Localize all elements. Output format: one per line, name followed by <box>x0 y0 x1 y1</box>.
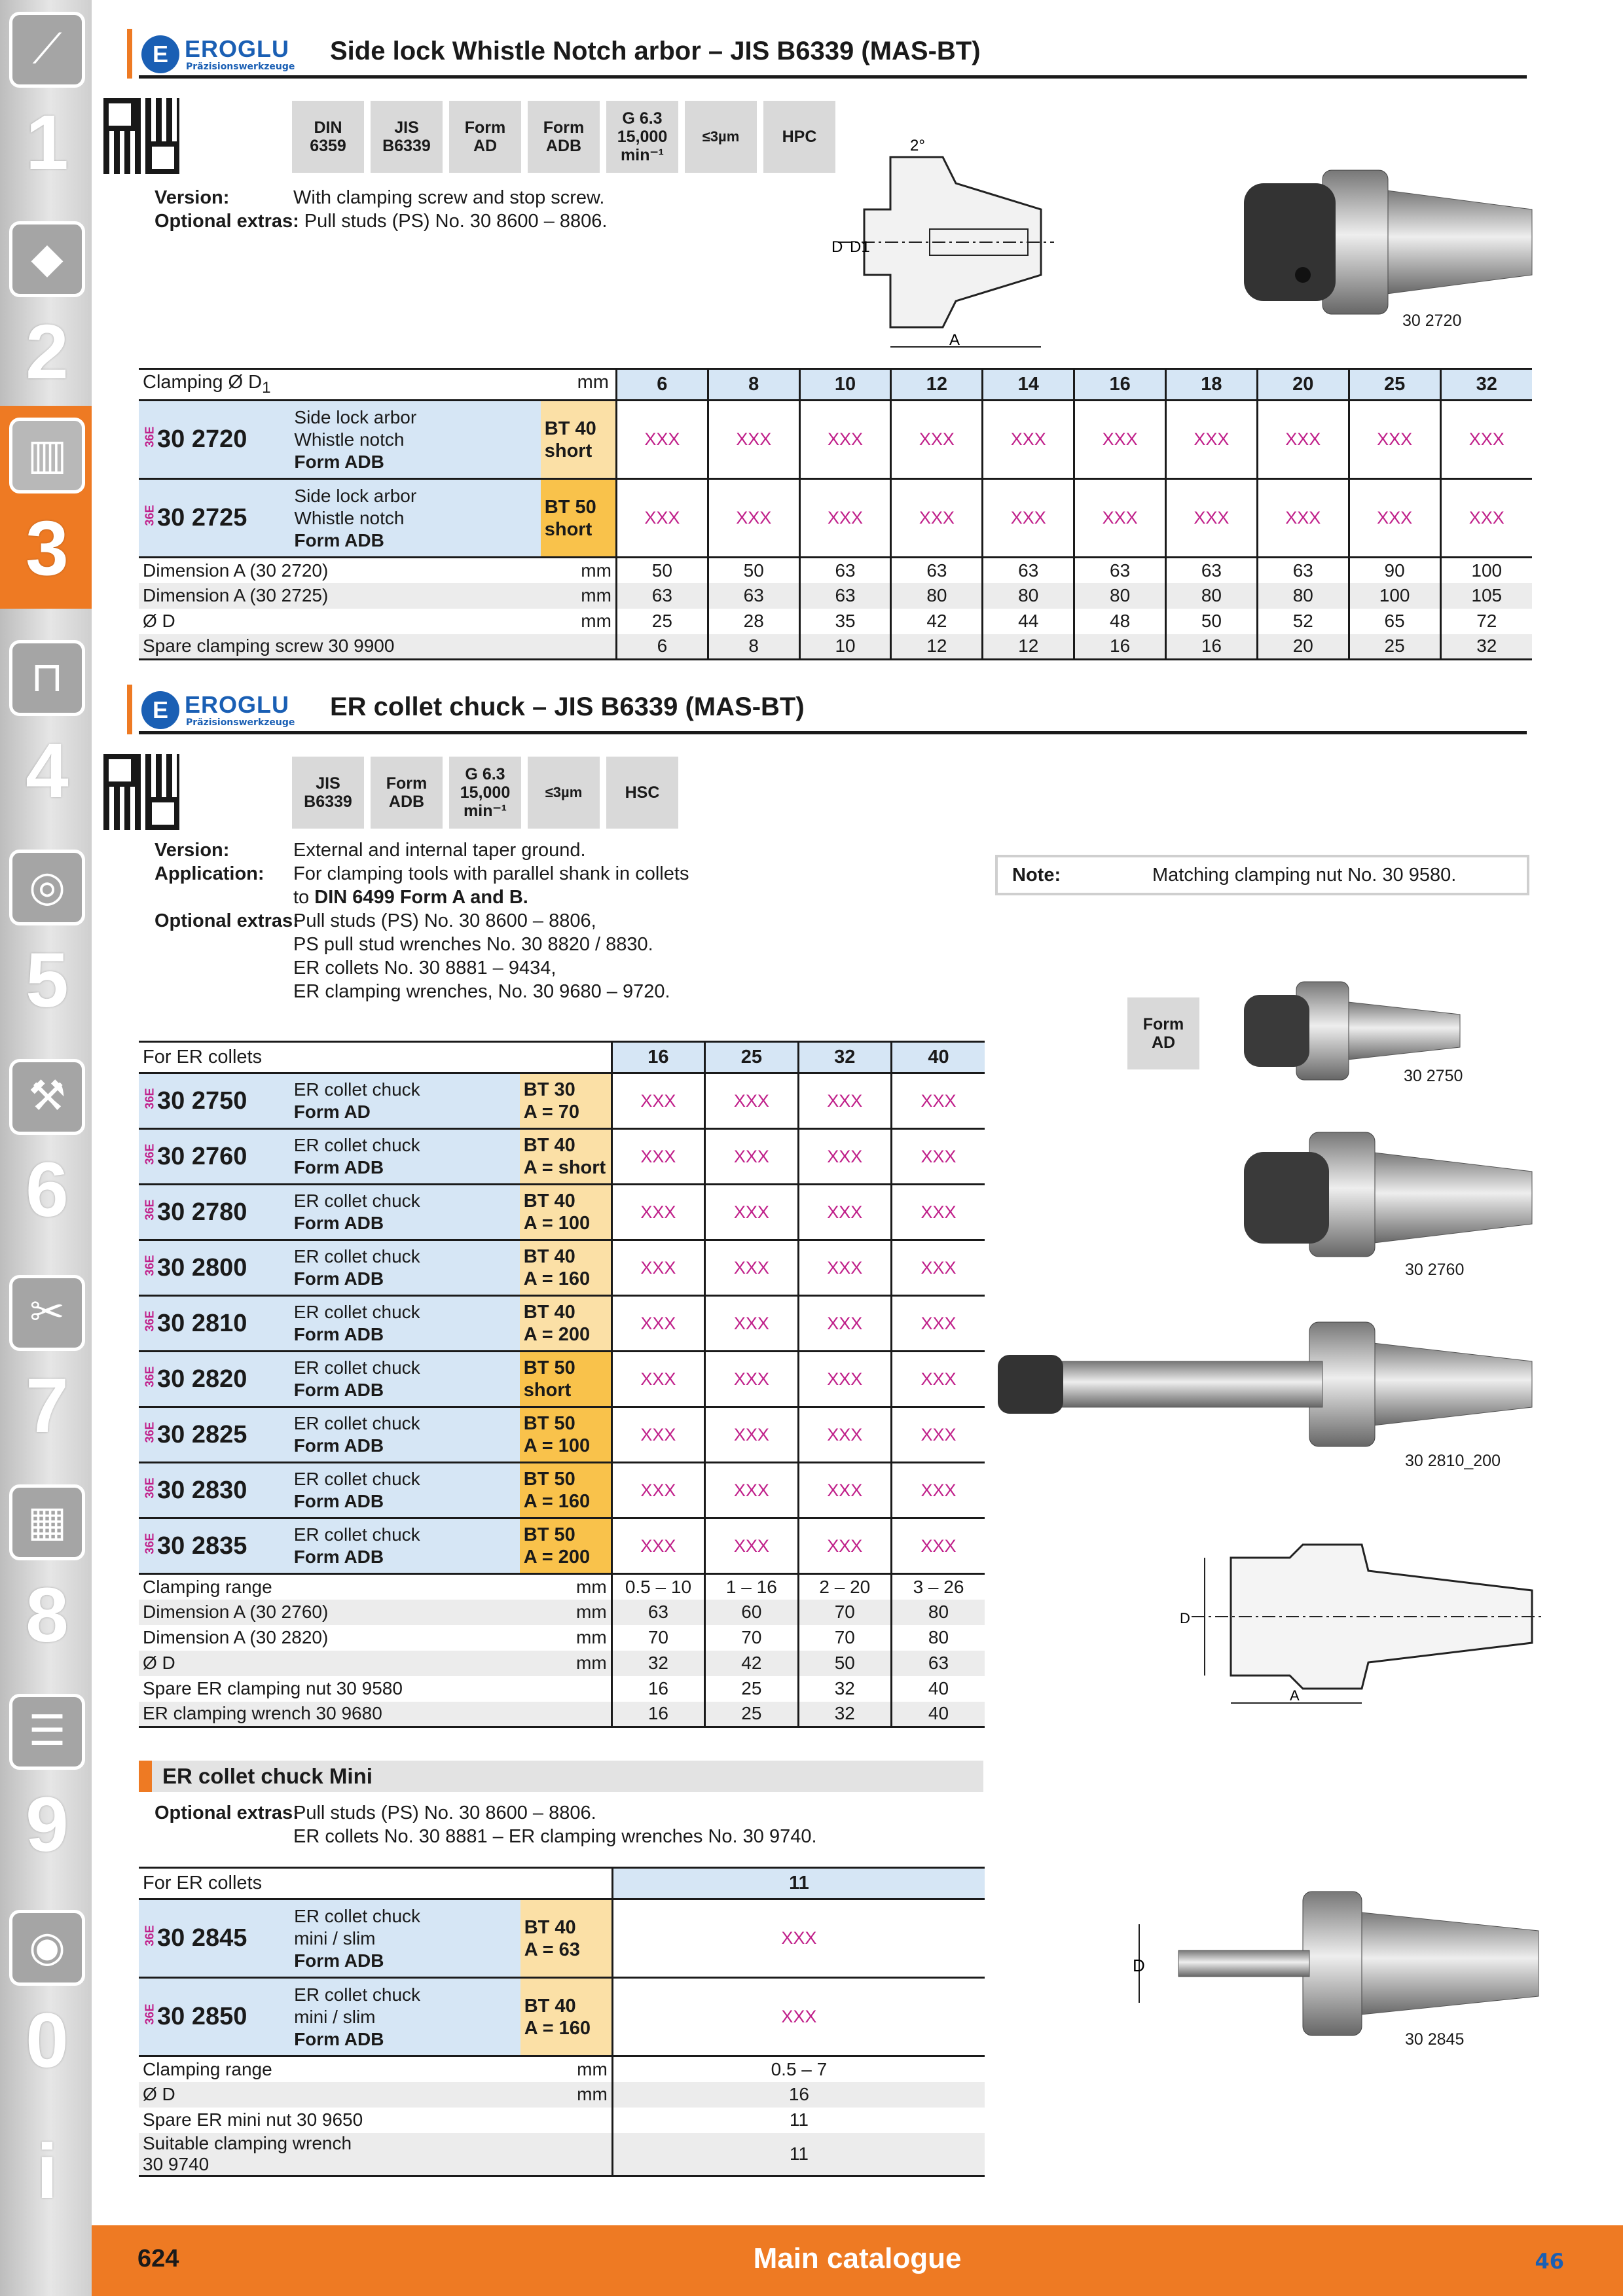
svg-text:D: D <box>831 238 843 256</box>
svg-text:A: A <box>949 331 960 349</box>
dimension-row: Suitable clamping wrench 30 9740 11 <box>139 2133 985 2176</box>
svg-text:D: D <box>1133 1956 1145 1975</box>
svg-text:A: A <box>1290 1687 1300 1704</box>
section-title: ER collet chuck – JIS B6339 (MAS-BT) <box>330 692 805 721</box>
drill-icon: ⟋ <box>9 12 85 88</box>
price-cell: XXX <box>705 1185 798 1240</box>
qr-code-icon[interactable] <box>103 98 179 174</box>
price-cell: XXX <box>892 1463 985 1518</box>
price-cell: XXX <box>1166 401 1258 479</box>
price-cell: XXX <box>705 1407 798 1463</box>
saw-blade-icon: ◎ <box>9 850 85 925</box>
spec-badge: DIN 6359 <box>292 101 364 173</box>
er-chuck-mini-photo <box>1113 1885 1545 2042</box>
form-ad-badge: Form AD <box>1127 997 1199 1069</box>
price-cell: XXX <box>616 401 708 479</box>
chapter-number: 9 <box>26 1782 69 1868</box>
price-cell: XXX <box>798 1240 891 1296</box>
price-cell: XXX <box>798 1407 891 1463</box>
article-number: 36E30 2750 <box>139 1073 290 1129</box>
dimension-row: ER clamping wrench 30 9680 16 25 32 40 <box>139 1702 985 1727</box>
price-cell: XXX <box>798 1129 891 1185</box>
price-cell: XXX <box>1074 479 1166 558</box>
er-chuck-mini-header: ER collet chuck Mini <box>139 1761 983 1792</box>
er-chuck-technical-drawing <box>1165 1532 1545 1715</box>
er-collet-chuck-table <box>139 1041 985 1728</box>
page-footer <box>92 2225 1623 2296</box>
table-row: 36E30 2800 ER collet chuck Form ADB BT 40 A = 160 XXX XXX XXX XXX <box>139 1240 985 1296</box>
price-cell: XXX <box>1440 479 1532 558</box>
chapter-number: 3 <box>26 505 69 592</box>
er-chuck-mini-table <box>139 1867 985 2177</box>
dimension-row: Clamping range mm 0.5 – 7 <box>139 2056 985 2082</box>
article-number: 36E30 2835 <box>139 1518 290 1574</box>
price-cell: XXX <box>1440 401 1532 479</box>
page-number: 624 <box>137 2245 179 2272</box>
article-number: 36E30 2810 <box>139 1296 290 1352</box>
spec-badge: HSC <box>606 757 678 829</box>
price-cell: XXX <box>705 1352 798 1407</box>
price-cell: XXX <box>611 1518 704 1574</box>
price-cell: XXX <box>798 1518 891 1574</box>
price-cell: XXX <box>611 1352 704 1407</box>
photo-caption: 30 2845 <box>1405 2030 1465 2049</box>
footer-title: Main catalogue <box>753 2242 962 2274</box>
article-number: 36E30 2780 <box>139 1185 290 1240</box>
size-header: 11 <box>612 1868 985 1899</box>
price-cell: XXX <box>705 1463 798 1518</box>
table-row: 36E30 2810 ER collet chuck Form ADB BT 40 A = 200 XXX XXX XXX XXX <box>139 1296 985 1352</box>
footer-right-number: 46 <box>1535 2249 1564 2274</box>
chapter-number: 8 <box>26 1572 69 1659</box>
chapter-tab-0[interactable] <box>0 1898 92 2101</box>
price-cell: XXX <box>616 479 708 558</box>
chapter-tab-5[interactable] <box>0 838 92 1041</box>
note-box: Note: Matching clamping nut No. 30 9580. <box>995 855 1529 895</box>
dimension-row: Clamping range mm 0.5 – 10 1 – 16 2 – 20 3 – 26 <box>139 1574 985 1600</box>
spec-badge: Form ADB <box>528 101 600 173</box>
price-cell: XXX <box>708 401 799 479</box>
chapter-number: 6 <box>26 1147 69 1233</box>
article-number: 36E30 2850 <box>139 1978 290 2056</box>
price-cell: XXX <box>611 1296 704 1352</box>
dimension-row: Spare clamping screw 30 9900 6 8 10 12 12 16 16 20 25 32 <box>139 634 1532 660</box>
dimension-row: Ø D mm 32 42 50 63 <box>139 1651 985 1676</box>
size-header: 14 <box>983 369 1074 401</box>
pliers-icon: ✂ <box>9 1275 85 1351</box>
price-cell: XXX <box>705 1240 798 1296</box>
article-number: 36E30 2825 <box>139 1407 290 1463</box>
dimension-row: Ø D mm 25 28 35 42 44 48 50 52 65 72 <box>139 609 1532 634</box>
spec-badge: G 6.3 15,000 min⁻¹ <box>606 101 678 173</box>
section-header-er-chuck <box>139 685 1527 734</box>
chapter-tab-1[interactable] <box>0 0 92 203</box>
size-header: 10 <box>799 369 891 401</box>
chapter-tab-2[interactable] <box>0 209 92 412</box>
eroglu-logo: E EROGLU Präzisionswerkzeuge <box>141 35 312 73</box>
price-cell: XXX <box>798 1296 891 1352</box>
price-cell: XXX <box>705 1518 798 1574</box>
size-header: 18 <box>1166 369 1258 401</box>
price-cell: XXX <box>892 1518 985 1574</box>
size-header: 8 <box>708 369 799 401</box>
photo-caption: 30 2720 <box>1402 312 1462 330</box>
eroglu-logo: E EROGLU Präzisionswerkzeuge <box>141 691 312 729</box>
dimension-row: Dimension A (30 2720) mm 50 50 63 63 63 63 63 63 90 100 <box>139 558 1532 583</box>
spec-badge: JIS B6339 <box>371 101 443 173</box>
price-cell: XXX <box>1257 479 1349 558</box>
side-lock-arbor-photo <box>1231 164 1545 321</box>
safety-icon: ◉ <box>9 1910 85 1986</box>
toolholder-icon: ▥ <box>9 418 85 493</box>
size-header: 32 <box>798 1042 891 1073</box>
dimension-row: Spare ER mini nut 30 9650 11 <box>139 2108 985 2133</box>
photo-caption: 30 2750 <box>1404 1067 1463 1085</box>
price-cell: XXX <box>612 1899 985 1978</box>
section2-info: Version: External and internal taper ground. Application: For clamping tools with parallel shank in collets to DIN 6499 Form A and B. Optional extras: Pull studs (PS) No. 30 8600 – 8806, PS pull stud wrenches No. 30 8820 / 8830. ER collets No. 30 8881 – 9434, ER clamping wrenches, No. 30 9680 – 9720. <box>155 840 689 1002</box>
price-cell: XXX <box>799 479 891 558</box>
photo-caption: 30 2760 <box>1405 1261 1465 1279</box>
section-title: Side lock Whistle Notch arbor – JIS B6339 (MAS-BT) <box>330 37 981 65</box>
price-cell: XXX <box>799 401 891 479</box>
price-cell: XXX <box>798 1073 891 1129</box>
section-header-side-lock <box>139 29 1527 79</box>
cabinet-icon: ☰ <box>9 1694 85 1770</box>
size-header: 25 <box>705 1042 798 1073</box>
chapter-number: 5 <box>26 937 69 1024</box>
price-cell: XXX <box>1166 479 1258 558</box>
table-row: 36E30 2780 ER collet chuck Form ADB BT 40 A = 100 XXX XXX XXX XXX <box>139 1185 985 1240</box>
price-cell: XXX <box>705 1129 798 1185</box>
price-cell: XXX <box>798 1463 891 1518</box>
price-cell: XXX <box>891 401 983 479</box>
qr-code-icon[interactable] <box>103 754 179 830</box>
chapter-number: i <box>36 2128 58 2215</box>
size-header: 25 <box>1349 369 1440 401</box>
size-header: 12 <box>891 369 983 401</box>
spec-badge: ≤3µm <box>685 101 757 173</box>
price-cell: XXX <box>1349 479 1440 558</box>
spec-badge: JIS B6339 <box>292 757 364 829</box>
article-number: 36E30 2800 <box>139 1240 290 1296</box>
table-row: 36E30 2835 ER collet chuck Form ADB BT 50 A = 200 XXX XXX XXX XXX <box>139 1518 985 1574</box>
dimension-row: Dimension A (30 2820) mm 70 70 70 80 <box>139 1625 985 1651</box>
price-cell: XXX <box>705 1073 798 1129</box>
table-row: 36E30 2825 ER collet chuck Form ADB BT 50 A = 100 XXX XXX XXX XXX <box>139 1407 985 1463</box>
table-row: 36E30 2845 ER collet chuck mini / slim Form ADB BT 40 A = 63 XXX <box>139 1899 985 1978</box>
side-lock-table <box>139 368 1532 660</box>
article-number: 36E30 2725 <box>139 479 290 558</box>
section3-info: Optional extras: Pull studs (PS) No. 30 8600 – 8806. ER collets No. 30 8881 – ER clamping wrenches No. 30 9740. <box>155 1803 817 1847</box>
dimension-row: Ø D mm 16 <box>139 2082 985 2108</box>
chapter-number: 0 <box>26 1998 69 2084</box>
article-number: 36E30 2760 <box>139 1129 290 1185</box>
chapter-sidebar <box>0 0 92 2296</box>
price-cell: XXX <box>611 1185 704 1240</box>
dimension-row: Spare ER clamping nut 30 9580 16 25 32 40 <box>139 1676 985 1702</box>
photo-caption: 30 2810_200 <box>1405 1452 1501 1470</box>
price-cell: XXX <box>705 1296 798 1352</box>
dimension-row: Dimension A (30 2725) mm 63 63 63 80 80 80 80 80 100 105 <box>139 583 1532 609</box>
size-header: 40 <box>892 1042 985 1073</box>
table-row: 36E30 2760 ER collet chuck Form ADB BT 40 A = short XXX XXX XXX XXX <box>139 1129 985 1185</box>
er-chuck-302810-photo <box>995 1316 1539 1453</box>
insert-icon: ◆ <box>9 221 85 297</box>
price-cell: XXX <box>798 1185 891 1240</box>
price-cell: XXX <box>983 479 1074 558</box>
table-row: 36E30 2720 Side lock arbor Whistle notch Form ADB BT 40 short XXX XXX XXX XXX XXX XXX XXX XXX XXX XXX <box>139 401 1532 479</box>
article-number: 36E30 2845 <box>139 1899 290 1978</box>
price-cell: XXX <box>611 1240 704 1296</box>
svg-text:D: D <box>1180 1610 1190 1626</box>
price-cell: XXX <box>611 1407 704 1463</box>
price-cell: XXX <box>1257 401 1349 479</box>
article-number: 36E30 2720 <box>139 401 290 479</box>
chapter-tab-4[interactable] <box>0 628 92 831</box>
spec-badge: HPC <box>763 101 835 173</box>
chapter-number: 4 <box>26 728 69 814</box>
price-cell: XXX <box>798 1352 891 1407</box>
price-cell: XXX <box>612 1978 985 2056</box>
size-header: 6 <box>616 369 708 401</box>
er-chuck-302760-photo <box>1237 1126 1539 1263</box>
size-header: 32 <box>1440 369 1532 401</box>
price-cell: XXX <box>892 1073 985 1129</box>
price-cell: XXX <box>892 1352 985 1407</box>
section1-info: Version: With clamping screw and stop screw. Optional extras: Pull studs (PS) No. 30 8600 – 8806. <box>155 187 608 232</box>
price-cell: XXX <box>1349 401 1440 479</box>
price-cell: XXX <box>892 1185 985 1240</box>
price-cell: XXX <box>1074 401 1166 479</box>
svg-text:D1: D1 <box>850 238 870 256</box>
chapter-tab-6[interactable] <box>0 1047 92 1250</box>
size-header: 16 <box>1074 369 1166 401</box>
table-row: 36E30 2850 ER collet chuck mini / slim Form ADB BT 40 A = 160 XXX <box>139 1978 985 2056</box>
toolcase-icon: ▦ <box>9 1484 85 1560</box>
chapter-tab-7[interactable] <box>0 1263 92 1466</box>
price-cell: XXX <box>983 401 1074 479</box>
table-header-row: Clamping Ø $D_1$ mm 6 8 10 12 14 16 18 20 25 32 <box>139 369 1532 401</box>
table-row: 36E30 2820 ER collet chuck Form ADB BT 50 short XXX XXX XXX XXX <box>139 1352 985 1407</box>
dimension-row: Dimension A (30 2760) mm 63 60 70 80 <box>139 1600 985 1625</box>
table-header-row: For ER collets 11 <box>139 1868 985 1899</box>
chapter-number: 1 <box>26 99 69 186</box>
arbor-technical-drawing <box>812 131 1061 360</box>
article-number: 36E30 2830 <box>139 1463 290 1518</box>
spec-badges <box>292 757 678 829</box>
article-number: 36E30 2820 <box>139 1352 290 1407</box>
price-cell: XXX <box>708 479 799 558</box>
chapter-tab-8[interactable] <box>0 1473 92 1676</box>
spec-badge: Form AD <box>449 101 521 173</box>
price-cell: XXX <box>892 1129 985 1185</box>
price-cell: XXX <box>891 479 983 558</box>
caliper-icon: ⊓ <box>9 640 85 716</box>
chapter-number: 2 <box>26 309 69 395</box>
spec-badge: G 6.3 15,000 min⁻¹ <box>449 757 521 829</box>
spec-badge: Form ADB <box>371 757 443 829</box>
spec-badges <box>292 101 835 173</box>
price-cell: XXX <box>611 1073 704 1129</box>
size-header: 20 <box>1257 369 1349 401</box>
chapter-number: 7 <box>26 1363 69 1449</box>
price-cell: XXX <box>611 1463 704 1518</box>
chapter-tab-3[interactable] <box>0 406 92 609</box>
price-cell: XXX <box>892 1296 985 1352</box>
table-row: 36E30 2725 Side lock arbor Whistle notch Form ADB BT 50 short XXX XXX XXX XXX XXX XXX XXX XXX XXX XXX <box>139 479 1532 558</box>
spec-badge: ≤3µm <box>528 757 600 829</box>
price-cell: XXX <box>892 1407 985 1463</box>
chapter-tab-i[interactable] <box>0 2114 92 2225</box>
wrench-icon: ⚒ <box>9 1059 85 1135</box>
chapter-tab-9[interactable] <box>0 1682 92 1885</box>
size-header: 16 <box>611 1042 704 1073</box>
price-cell: XXX <box>892 1240 985 1296</box>
table-row: 36E30 2750 ER collet chuck Form AD BT 30 A = 70 XXX XXX XXX XXX <box>139 1073 985 1129</box>
svg-text:2°: 2° <box>910 137 925 154</box>
table-row: 36E30 2830 ER collet chuck Form ADB BT 50 A = 160 XXX XXX XXX XXX <box>139 1463 985 1518</box>
price-cell: XXX <box>611 1129 704 1185</box>
table-header-row: For ER collets 16 25 32 40 <box>139 1042 985 1073</box>
